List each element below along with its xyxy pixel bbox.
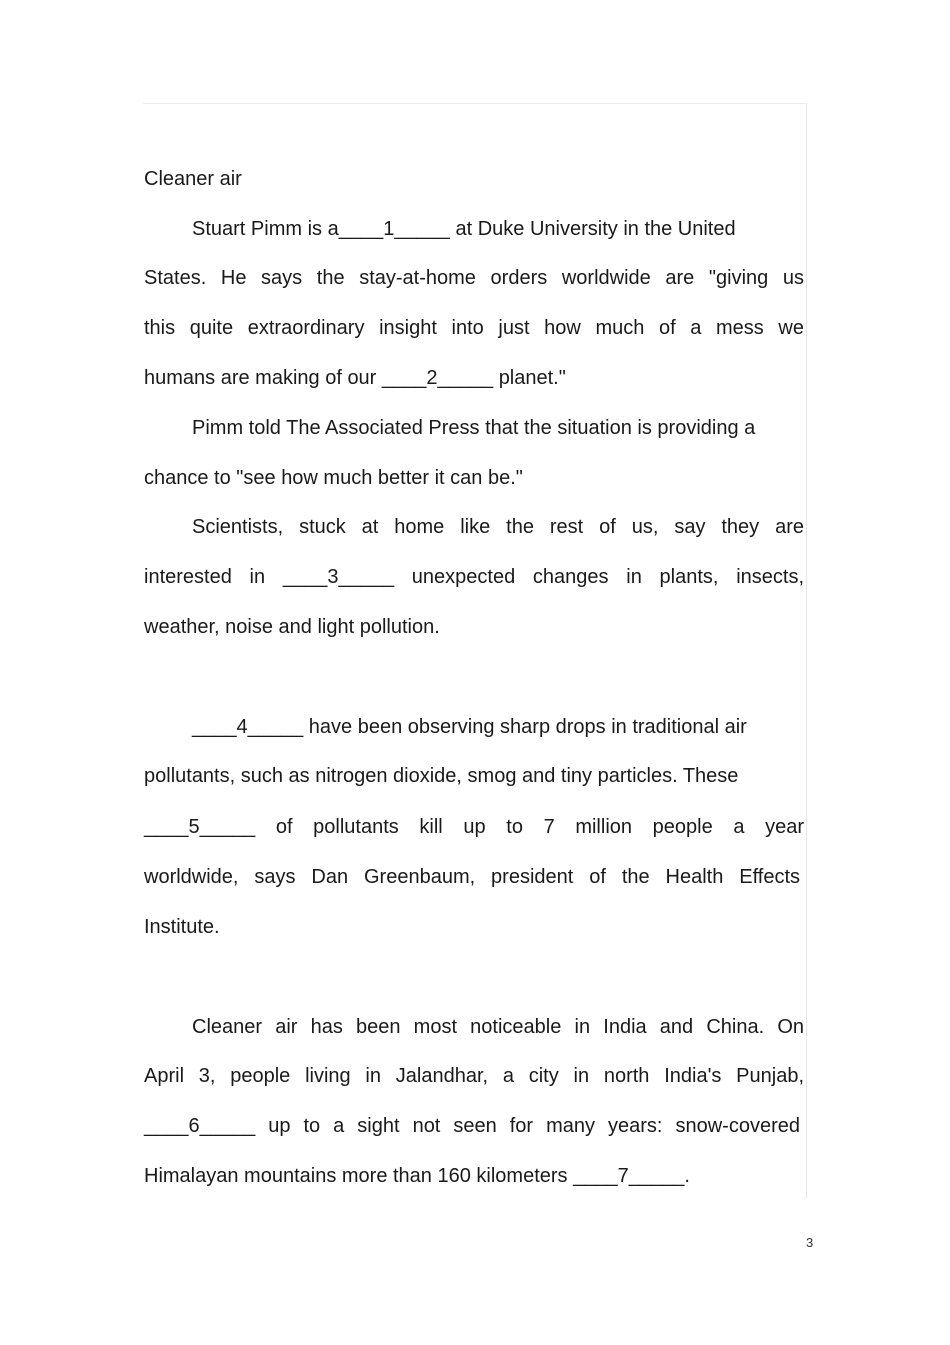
- text-line: chance to "see how much better it can be.": [144, 467, 523, 489]
- text-line: Himalayan mountains more than 160 kilometers ____7_____.: [144, 1165, 690, 1187]
- text-line: States. He says the stay-at-home orders worldwide are "giving us: [144, 267, 804, 289]
- text-line: ____6_____ up to a sight not seen for many years: snow-covered: [144, 1115, 800, 1137]
- text-line: interested in ____3_____ unexpected changes in plants, insects,: [144, 566, 804, 588]
- text-line: weather, noise and light pollution.: [144, 616, 440, 638]
- text-line: this quite extraordinary insight into just how much of a mess we: [144, 317, 804, 339]
- document-title: Cleaner air: [144, 168, 242, 190]
- text-line: Scientists, stuck at home like the rest of us, say they are: [192, 516, 804, 538]
- text-line: ____4_____ have been observing sharp drops in traditional air: [192, 716, 747, 738]
- page-number: 3: [806, 1235, 814, 1250]
- text-line: Cleaner air has been most noticeable in India and China. On: [192, 1016, 804, 1038]
- text-line: humans are making of our ____2_____ planet.": [144, 367, 566, 389]
- text-line: worldwide, says Dan Greenbaum, president of the Health Effects: [144, 866, 800, 888]
- text-line: April 3, people living in Jalandhar, a city in north India's Punjab,: [144, 1065, 804, 1087]
- text-line: ____5_____ of pollutants kill up to 7 million people a year: [144, 816, 804, 838]
- text-line: Stuart Pimm is a____1_____ at Duke University in the United: [192, 218, 736, 240]
- text-line: Pimm told The Associated Press that the situation is providing a: [192, 417, 756, 439]
- text-line: pollutants, such as nitrogen dioxide, smog and tiny particles. These: [144, 765, 739, 787]
- text-line: Institute.: [144, 916, 220, 938]
